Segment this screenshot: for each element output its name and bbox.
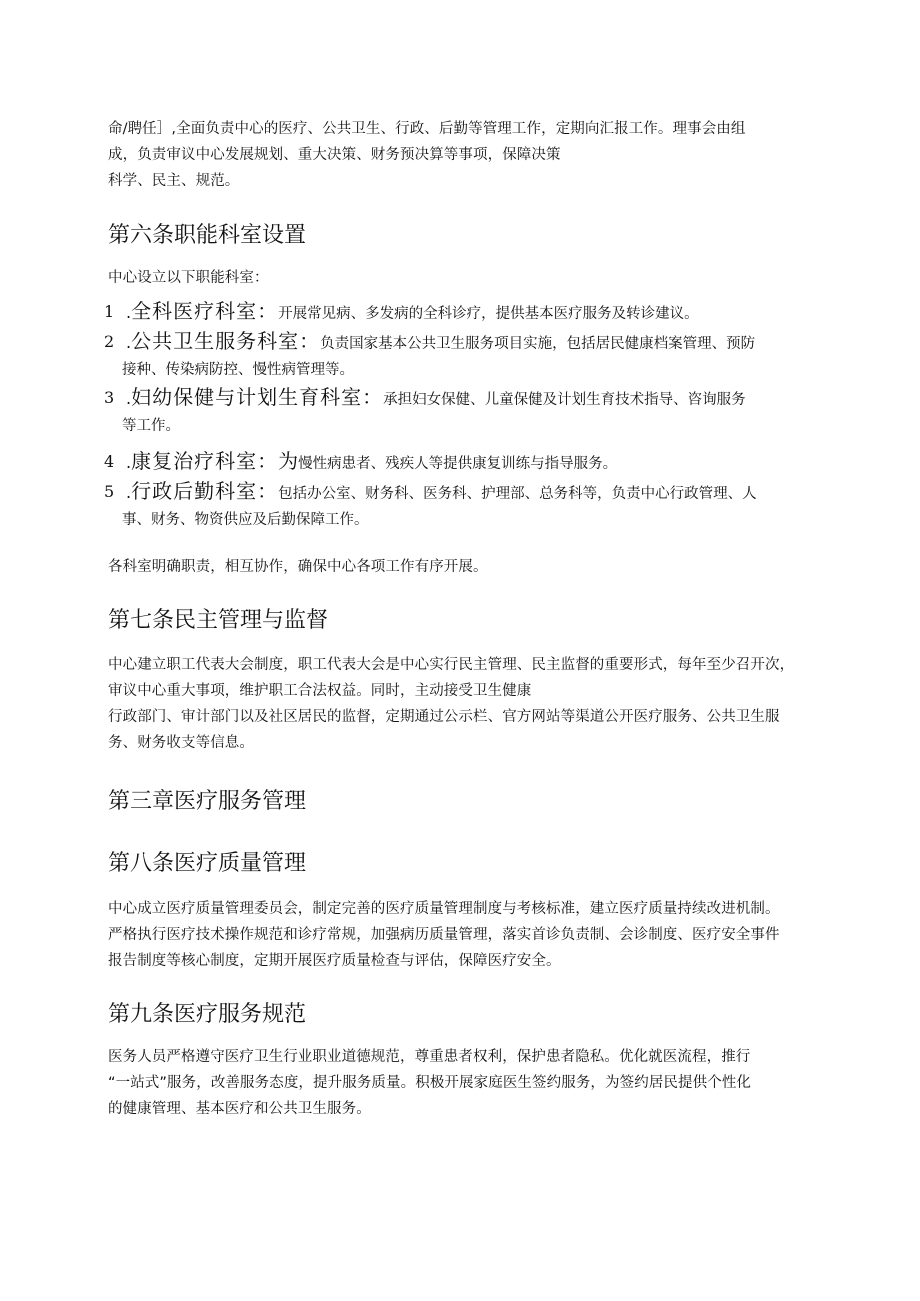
department-list: [104, 296, 820, 532]
paragraph-line: 严格执行医疗技术操作规范和诊疗常规，加强病历质量管理，落实首诊负责制、会诊制度、医疗安全事件: [108, 927, 780, 943]
article9-heading: 第九条医疗服务规范: [108, 1002, 307, 1027]
paragraph-line: 审议中心重大事项，维护职工合法权益。同时，主动接受卫生健康: [108, 683, 532, 699]
department-description: 开展常见病、多发病的全科诊疗，提供基本医疗服务及转诊建议。: [278, 306, 699, 322]
department-name: 公共卫生服务科室：: [131, 329, 321, 353]
list-item: 1 .全科医疗科室：开展常见病、多发病的全科诊疗，提供基本医疗服务及转诊建议。: [108, 296, 820, 326]
paragraph-line: 中心建立职工代表大会制度，职工代表大会是中心实行民主管理、民主监督的重要形式，每年至少召开次，: [108, 657, 795, 673]
intro-line: 成，负责审议中心发展规划、重大决策、财务预决算等事项，保障决策: [108, 147, 561, 163]
article8-heading: 第八条医疗质量管理: [108, 851, 307, 876]
item-number: 4: [104, 452, 115, 471]
item-number: 2: [104, 332, 115, 351]
list-item: 3 .妇幼保健与计划生育科室：承担妇女保健、儿童保健及计划生育技术指导、咨询服务 等工作。: [108, 382, 820, 446]
department-name: 妇幼保健与计划生育科室：: [131, 385, 384, 409]
intro-line: 科学、民主、规范。: [108, 173, 240, 189]
item-number: 1: [104, 302, 115, 321]
department-description: 负责国家基本公共卫生服务项目实施，包括居民健康档案管理、预防: [320, 336, 756, 352]
department-description-cont: 事、财务、物资供应及后勤保障工作。: [122, 512, 369, 528]
article7-heading: 第七条民主管理与监督: [108, 608, 329, 633]
list-item: 4 .康复治疗科室：为慢性病患者、残疾人等提供康复训练与指导服务。: [108, 446, 820, 476]
department-description: 包括办公室、财务科、医务科、护理部、总务科等，负责中心行政管理、人: [278, 486, 757, 502]
department-name: 行政后勤科室：: [131, 479, 279, 503]
department-description: 慢性病患者、残疾人等提供康复训练与指导服务。: [298, 456, 618, 472]
paragraph-line: 报告制度等核心制度，定期开展医疗质量检查与评估，保障医疗安全。: [108, 953, 561, 969]
intro-line: 命/聘任］,全面负责中心的医疗、公共卫生、行政、后勤等管理工作，定期向汇报工作。理事会由组: [108, 121, 746, 137]
intro-paragraph: [108, 116, 746, 194]
paragraph-line: 的健康管理、基本医疗和公共卫生服务。: [108, 1101, 371, 1117]
article9-paragraph: [108, 1044, 751, 1122]
department-name: 全科医疗科室：: [131, 299, 279, 323]
article6-closing: 各科室明确职责，相互协作，确保中心各项工作有序开展。: [108, 559, 488, 575]
article7-paragraph: [108, 652, 794, 756]
department-description-cont: 等工作。: [122, 418, 180, 434]
item-number: 5: [104, 482, 115, 501]
article6-heading: 第六条职能科室设置: [108, 223, 307, 248]
department-description-cont: 接种、传染病防控、慢性病管理等。: [122, 362, 354, 378]
article6-lead: 中心设立以下职能科室：: [108, 270, 269, 286]
paragraph-line: 医务人员严格遵守医疗卫生行业职业道德规范，尊重患者权利，保护患者隐私。优化就医流程，推行: [108, 1049, 751, 1065]
list-item: 2 .公共卫生服务科室：负责国家基本公共卫生服务项目实施，包括居民健康档案管理、预防 接种、传染病防控、慢性病管理等。: [108, 326, 820, 382]
paragraph-line: “一站式”服务，改善服务态度，提升服务质量。积极开展家庭医生签约服务，为签约居民提供个性化: [108, 1075, 752, 1091]
department-description-lead: 为: [278, 449, 299, 473]
department-description: 承担妇女保健、儿童保健及计划生育技术指导、咨询服务: [383, 392, 746, 408]
paragraph-line: 行政部门、审计部门以及社区居民的监督，定期通过公示栏、官方网站等渠道公开医疗服务、公共卫生服: [108, 709, 780, 725]
chapter3-heading: 第三章医疗服务管理: [108, 789, 307, 814]
list-item: 5 .行政后勤科室：包括办公室、财务科、医务科、护理部、总务科等，负责中心行政管理、人 事、财务、物资供应及后勤保障工作。: [108, 476, 820, 532]
department-name: 康复治疗科室：: [131, 449, 279, 473]
article8-paragraph: [108, 896, 780, 974]
item-number: 3: [104, 388, 115, 407]
paragraph-line: 中心成立医疗质量管理委员会，制定完善的医疗质量管理制度与考核标准，建立医疗质量持续改进机制。: [108, 901, 780, 917]
paragraph-line: 务、财务收支等信息。: [108, 735, 254, 751]
